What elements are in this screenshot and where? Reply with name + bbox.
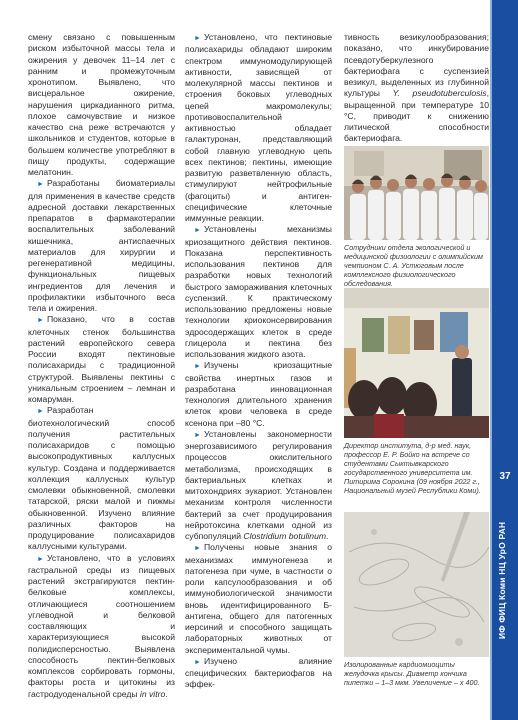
- bullet-arrow-icon: ►: [37, 408, 44, 416]
- paragraph: ► Разработаны биоматериалы для применения в качестве средств адресной доставки лекарственных препаратов в фармакотерапии воспалительных заболеваний кишечника, антиспаечных материалов для хирургии и регенеративной медицины, функциональных пищевых ингредиентов для лечения и профилактики избыточного веса тела и ожирения.: [28, 178, 175, 313]
- bullet-arrow-icon: ►: [194, 545, 201, 553]
- paragraph: ► Установлено, что пектиновые полисахариды обладают широким спектром иммуномодулирующей активности, зависящей от молекулярной массы пектинов и строения боковых углеводных цепей макромолекулы; противовоспалительной активностью обладает галактуронан, представляющий собой главную углеводную цепь всех пектинов; пектины, имеющие развитую разветвленную область, стимулируют нейтрофильные (фагоциты) и антиген-специфические клеточные иммунные реакции.: [185, 32, 332, 223]
- photo-caption: Изолированные кардиомиоциты желудочка крысы. Диаметр кончика пипетки – 1–3 мкм. Увеличение – х 400.: [344, 660, 480, 687]
- photo-caption: Директор института, д-р мед. наук, профессор Е. Р. Бойко на встрече со студентами Сыктывкарского государственного университета им. Питирима Сорокина (09 ноября 2022 г., Национальный музей Республики Коми).: [344, 441, 481, 495]
- bullet-arrow-icon: ►: [37, 317, 44, 325]
- photo-caption: Сотрудники отдела экологической и медицинской физиологии с олимпийским чемпионом С. А. Устюговым после комплексного физиологического обследования.: [344, 243, 483, 288]
- bullet-arrow-icon: ►: [194, 227, 201, 235]
- paragraph: ► Изучено влияние специфических бактериофагов на эффек-: [185, 655, 332, 690]
- group-photo: [344, 146, 489, 240]
- lecture-photo: [344, 288, 489, 438]
- bullet-arrow-icon: ►: [194, 363, 201, 371]
- bullet-arrow-icon: ►: [194, 658, 201, 666]
- paragraph: тивность везикулообразования; показано, что инкубирование псевдотуберкулезного бактериофага с суспензией везикул, выделенных из глубинной культуры Y. pseudotuberculosis, выращенной при температуре 10 °C, приводит к снижению литической способности бактериофага.: [344, 32, 489, 144]
- paragraph: ► Получены новые знания о механизмах иммуногенеза и патогенеза при чуме, в частности о роли капсулообразования и об иммунобиологической значимости вновь идентифицированного Б-антигена, общего для патогенных иерсиний и способного защищать лабораторных животных от экспериментальной чумы.: [185, 542, 332, 655]
- microscopy-photo: [344, 512, 489, 657]
- bullet-arrow-icon: ►: [194, 35, 201, 42]
- text-column-1: [28, 32, 175, 700]
- paragraph: ► Показано, что в состав клеточных стенок большинства растений европейского севера России входят пектиновые полисахариды с традиционной структурой. Выявлены пектины с уникальным строением – лемнан и комаруман.: [28, 314, 175, 404]
- paragraph: ► Изучены криозащитные свойства инертных газов и разработана инновационная технология длительного хранения клеток крови человека в среде ксенона при –80 °C.: [185, 360, 332, 428]
- paragraph: ► Разработан биотехнологический способ получения растительных полисахаридов с помощью высокопродуктивных каллусных культур. Создана и поддерживается коллекция каллусных культур смолевки обыкновенной, смолевки татарской, ряски малой и пижмы обыкновенной. Изучено влияние различных факторов на продуцирование полисахаридов каллусными культурами.: [28, 405, 175, 552]
- paragraph: смену связано с повышенным риском избыточной массы тела и ожирения у девочек 11–14 лет с ранним и промежуточным хронотипом. Выявлено, что висцеральное ожирение, нарушения циркадианного ритма, плохое самочувствие и низкое качество сна реже встречаются у школьников и студентов, которые в большем количестве употребляют в пищу продукты, содержащие мелатонин.: [28, 32, 175, 177]
- paragraph: ► Установлены механизмы криозащитного действия пектинов. Показана перспективность использования пектинов для разработки новых технологий быстрого замораживания клеточных суспензий. К практическому использованию предложены новые технологии криоконсервирования эдросодержащих клеток в среде глицерола и пектина без использования жидкого азота.: [185, 224, 332, 359]
- institution-label: ИФ ФИЦ Коми НЦ УрО РАН: [497, 521, 507, 639]
- page-number: 37: [499, 470, 511, 482]
- paragraph: ► Установлено, что в условиях гастральной среды из пищевых растений экстрагируются пектин-белковые комплексы, отличающиеся соотношением углеводной и белковой составляющих и характеризующиеся высокой полидисперсностью. Выявлена способность пектин-белковых комплексов сорбировать гормоны, факторы роста и цитокины из гастродуоденальной среды in vitro.: [28, 552, 175, 699]
- bullet-arrow-icon: ►: [194, 431, 201, 439]
- text-column-3: [344, 32, 489, 145]
- text-column-2: [185, 32, 332, 691]
- bullet-arrow-icon: ►: [37, 181, 44, 189]
- paragraph: ► Установлены закономерности энергозависимого регулирования процессов окислительного метаболизма, происходящих в бактериальных клетках и митохондриях эукариот. Установлен механизм контроля численности бактерий за счет продуцирования нейротоксина клетками одной из субпопуляций Clostridium botulinum.: [185, 428, 332, 541]
- bullet-arrow-icon: ►: [37, 555, 44, 563]
